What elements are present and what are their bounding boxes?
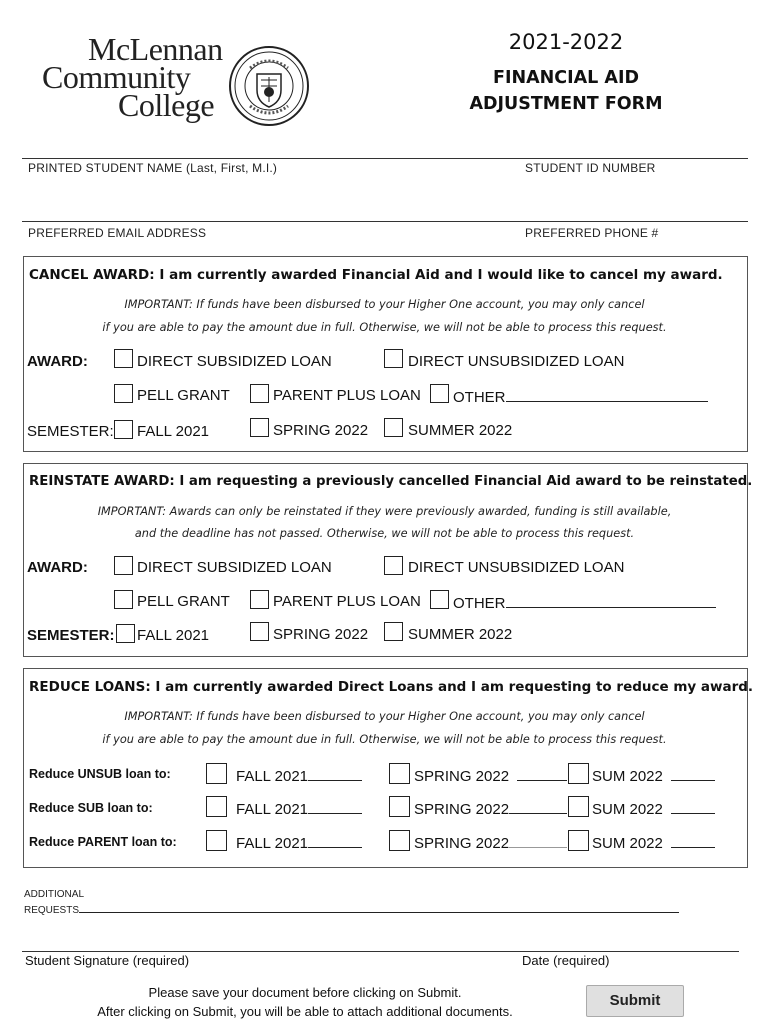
reduce-sub-label: Reduce SUB loan to:: [29, 801, 153, 815]
cancel-fall-label: FALL 2021: [137, 423, 210, 440]
reduce-unsub-spring-checkbox[interactable]: [389, 763, 410, 784]
reduce-unsub-spring-amount[interactable]: [517, 766, 567, 781]
logo-line-2: Community: [42, 59, 191, 95]
footer-note-2: After clicking on Submit, you will be able to attach additional documents.: [97, 1004, 513, 1019]
reduce-sub-fall-amount[interactable]: [308, 799, 362, 814]
student-signature-label: Student Signature (required): [25, 953, 190, 968]
cancel-award-title: CANCEL AWARD: I am currently awarded Financial Aid and I would like to cancel my award.: [29, 267, 723, 283]
reduce-parent-spring-amount[interactable]: [509, 833, 567, 848]
cancel-award-label: AWARD:: [27, 353, 88, 370]
reduce-sub-sum-checkbox[interactable]: [568, 796, 589, 817]
additional-label-line2: REQUESTS: [24, 905, 80, 916]
reinstate-spring-label: SPRING 2022: [273, 626, 369, 643]
date-label: Date (required): [522, 953, 610, 968]
reinstate-direct-sub-label: DIRECT SUBSIDIZED LOAN: [137, 559, 332, 576]
cancel-parent-plus-label: PARENT PLUS LOAN: [273, 387, 421, 404]
cancel-direct-unsub-label: DIRECT UNSUBSIDIZED LOAN: [408, 353, 625, 370]
cancel-other-label: OTHER: [453, 389, 506, 406]
cancel-fall-checkbox[interactable]: [114, 420, 133, 439]
reinstate-direct-unsub-label: DIRECT UNSUBSIDIZED LOAN: [408, 559, 625, 576]
reduce-parent-sum-amount[interactable]: [671, 833, 715, 848]
reduce-parent-spring-label: SPRING 2022: [414, 835, 510, 852]
reinstate-other-field[interactable]: [506, 593, 716, 608]
reinstate-summer-checkbox[interactable]: [384, 622, 403, 641]
reinstate-fall-checkbox[interactable]: [116, 624, 135, 643]
email-phone-line[interactable]: [22, 221, 748, 222]
cancel-other-field[interactable]: [506, 387, 708, 402]
reduce-sub-sum-label: SUM 2022: [592, 801, 663, 818]
reduce-parent-fall-amount[interactable]: [308, 833, 362, 848]
reduce-parent-spring-checkbox[interactable]: [389, 830, 410, 851]
reduce-important-1: IMPORTANT: If funds have been disbursed to your Higher One account, you may only cancel: [124, 710, 645, 723]
name-id-line[interactable]: [22, 158, 748, 159]
reduce-unsub-fall-amount[interactable]: [308, 766, 362, 781]
reinstate-spring-checkbox[interactable]: [250, 622, 269, 641]
cancel-parent-plus-checkbox[interactable]: [250, 384, 269, 403]
cancel-semester-label: SEMESTER:: [27, 423, 114, 440]
reduce-parent-fall-label: FALL 2021: [236, 835, 309, 852]
reduce-unsub-sum-label: SUM 2022: [592, 768, 663, 785]
submit-button[interactable]: Submit: [586, 985, 684, 1017]
reduce-parent-fall-checkbox[interactable]: [206, 830, 227, 851]
reinstate-parent-plus-checkbox[interactable]: [250, 590, 269, 609]
reinstate-summer-label: SUMMER 2022: [408, 626, 513, 643]
reinstate-important-1: IMPORTANT: Awards can only be reinstated if they were previously awarded, funding is still available,: [97, 505, 672, 518]
reduce-sub-spring-amount[interactable]: [509, 799, 567, 814]
reduce-sub-sum-amount[interactable]: [671, 799, 715, 814]
college-logo: [40, 31, 320, 134]
cancel-summer-checkbox[interactable]: [384, 418, 403, 437]
form-title-line2: ADJUSTMENT FORM: [469, 94, 663, 114]
reduce-sub-fall-label: FALL 2021: [236, 801, 309, 818]
cancel-direct-unsub-checkbox[interactable]: [384, 349, 403, 368]
reduce-parent-sum-checkbox[interactable]: [568, 830, 589, 851]
student-name-label: PRINTED STUDENT NAME (Last, First, M.I.): [28, 161, 278, 175]
college-seal-icon: [228, 44, 310, 128]
reinstate-parent-plus-label: PARENT PLUS LOAN: [273, 593, 421, 610]
additional-label-line1: ADDITIONAL: [24, 889, 85, 900]
cancel-spring-checkbox[interactable]: [250, 418, 269, 437]
reduce-parent-sum-label: SUM 2022: [592, 835, 663, 852]
reduce-sub-spring-checkbox[interactable]: [389, 796, 410, 817]
reduce-loans-title: REDUCE LOANS: I am currently awarded Direct Loans and I am requesting to reduce my award.: [29, 679, 754, 695]
form-title-line1: FINANCIAL AID: [492, 68, 640, 88]
logo-line-1: McLennan: [88, 31, 223, 67]
reduce-unsub-sum-checkbox[interactable]: [568, 763, 589, 784]
reduce-sub-spring-label: SPRING 2022: [414, 801, 510, 818]
reinstate-pell-checkbox[interactable]: [114, 590, 133, 609]
reduce-unsub-fall-checkbox[interactable]: [206, 763, 227, 784]
reduce-important-2: if you are able to pay the amount due in full. Otherwise, we will not be able to process this request.: [102, 733, 667, 746]
reduce-parent-label: Reduce PARENT loan to:: [29, 835, 177, 849]
cancel-important-2: if you are able to pay the amount due in full. Otherwise, we will not be able to process this request.: [102, 321, 667, 334]
reinstate-other-label: OTHER: [453, 595, 506, 612]
reinstate-important-2: and the deadline has not passed. Otherwise, we will not be able to process this request.: [134, 527, 635, 540]
reinstate-award-title: REINSTATE AWARD: I am requesting a previously cancelled Financial Aid award to be reinstated.: [29, 474, 753, 489]
reduce-unsub-label: Reduce UNSUB loan to:: [29, 767, 171, 781]
cancel-direct-sub-checkbox[interactable]: [114, 349, 133, 368]
reinstate-direct-unsub-checkbox[interactable]: [384, 556, 403, 575]
reinstate-award-label: AWARD:: [27, 559, 88, 576]
cancel-pell-label: PELL GRANT: [137, 387, 230, 404]
cancel-summer-label: SUMMER 2022: [408, 422, 513, 439]
reinstate-direct-sub-checkbox[interactable]: [114, 556, 133, 575]
footer-note-1: Please save your document before clicking on Submit.: [148, 985, 462, 1000]
cancel-important-1: IMPORTANT: If funds have been disbursed to your Higher One account, you may only cancel: [124, 298, 645, 311]
email-label: PREFERRED EMAIL ADDRESS: [28, 226, 207, 240]
reinstate-semester-label: SEMESTER:: [27, 627, 115, 644]
cancel-other-checkbox[interactable]: [430, 384, 449, 403]
cancel-direct-sub-label: DIRECT SUBSIDIZED LOAN: [137, 353, 332, 370]
additional-requests-field[interactable]: [79, 902, 679, 913]
student-id-label: STUDENT ID NUMBER: [525, 161, 656, 175]
logo-line-3: College: [118, 87, 215, 123]
phone-label: PREFERRED PHONE #: [525, 226, 659, 240]
reduce-unsub-sum-amount[interactable]: [671, 766, 715, 781]
cancel-spring-label: SPRING 2022: [273, 422, 369, 439]
reinstate-other-checkbox[interactable]: [430, 590, 449, 609]
reinstate-pell-label: PELL GRANT: [137, 593, 230, 610]
reduce-unsub-fall-label: FALL 2021: [236, 768, 309, 785]
reduce-sub-fall-checkbox[interactable]: [206, 796, 227, 817]
signature-line[interactable]: [22, 951, 739, 952]
cancel-pell-checkbox[interactable]: [114, 384, 133, 403]
form-year: 2021-2022: [508, 30, 624, 54]
reduce-unsub-spring-label: SPRING 2022: [414, 768, 510, 785]
reinstate-fall-label: FALL 2021: [137, 627, 210, 644]
